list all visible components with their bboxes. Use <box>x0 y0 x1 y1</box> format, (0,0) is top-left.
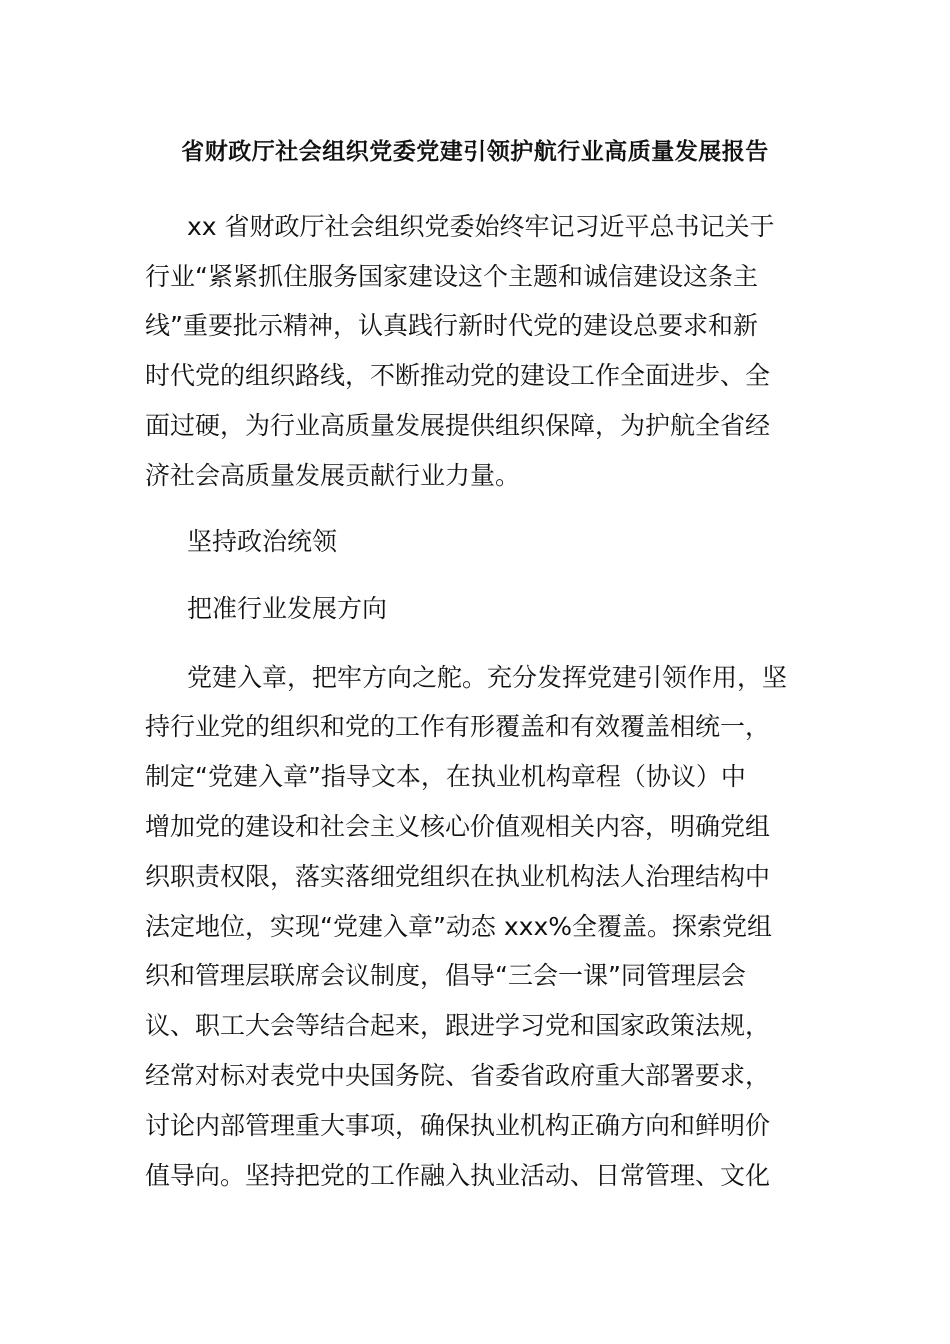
body-line-1: 党建入章，把牢方向之舵。充分发挥党建引领作用，坚 <box>187 663 788 692</box>
body-line-2: 持行业党的组织和党的工作有形覆盖和有效覆盖相统一， <box>145 712 771 741</box>
intro-line-4: 时代党的组织路线，不断推动党的建设工作全面进步、全 <box>145 361 771 390</box>
body-line-9: 经常对标对表党中央国务院、省委省政府重大部署要求， <box>145 1061 771 1090</box>
intro-line-5: 面过硬，为行业高质量发展提供组织保障，为护航全省经 <box>145 411 771 440</box>
document-title: 省财政厅社会组织党委党建引领护航行业高质量发展报告 <box>181 139 769 165</box>
intro-line-3: 线”重要批示精神，认真践行新时代党的建设总要求和新 <box>145 311 758 340</box>
body-line-8: 议、职工大会等结合起来，跟进学习党和国家政策法规， <box>145 1011 771 1040</box>
intro-line-6: 济社会高质量发展贡献行业力量。 <box>145 461 521 490</box>
body-line-4: 增加党的建设和社会主义核心价值观相关内容，明确党组 <box>145 812 771 841</box>
section-heading-2: 把准行业发展方向 <box>187 594 388 623</box>
body-line-5: 织职责权限，落实落细党组织在执业机构法人治理结构中 <box>145 862 771 891</box>
body-line-11: 值导向。坚持把党的工作融入执业活动、日常管理、文化 <box>145 1161 771 1190</box>
intro-line-2: 行业“紧紧抓住服务国家建设这个主题和诚信建设这条主 <box>145 262 758 291</box>
section-heading-1: 坚持政治统领 <box>187 527 338 556</box>
body-line-6: 法定地位，实现“党建入章”动态 xxx%全覆盖。探索党组 <box>145 912 772 941</box>
body-line-10: 讨论内部管理重大事项，确保执业机构正确方向和鲜明价 <box>145 1111 771 1140</box>
body-line-3: 制定“党建入章”指导文本，在执业机构章程（协议）中 <box>145 762 746 791</box>
body-line-7: 织和管理层联席会议制度，倡导“三会一课”同管理层会 <box>145 961 746 990</box>
intro-line-1: xx 省财政厅社会组织党委始终牢记习近平总书记关于 <box>187 212 775 241</box>
